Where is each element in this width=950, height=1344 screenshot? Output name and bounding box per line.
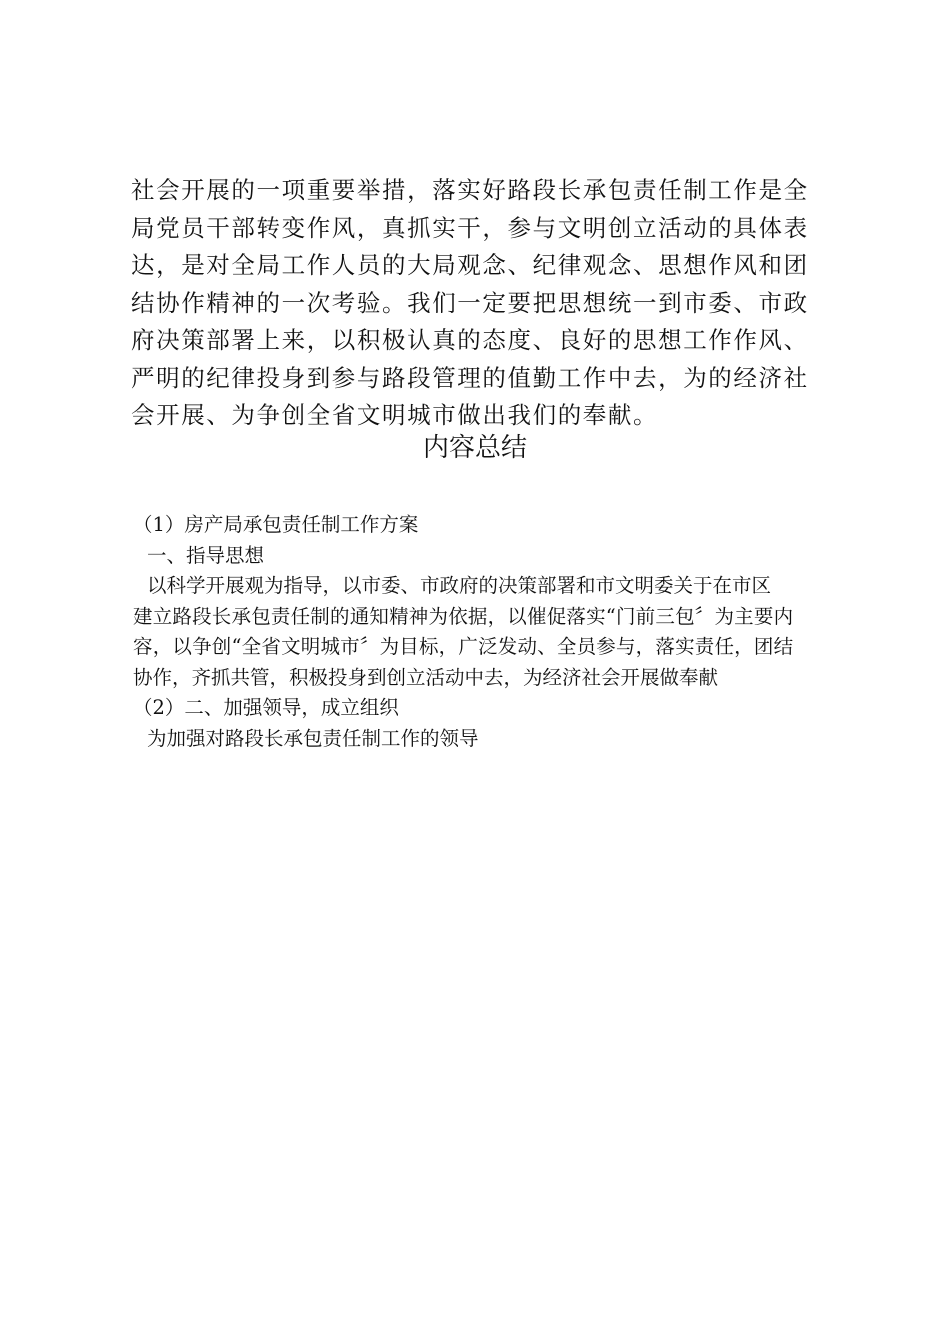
summary-subheading: 一、指导思想 bbox=[147, 543, 265, 567]
summary-text-line: 容，以争创“全省文明城市〞为目标，广泛发动、全员参与，落实责任，团结 bbox=[133, 635, 794, 658]
summary-text-line: 为加强对路段长承包责任制工作的领导 bbox=[147, 726, 479, 750]
summary-heading: 内容总结 bbox=[422, 433, 527, 463]
summary-text-line: 以科学开展观为指导，以市委、市政府的决策部署和市文明委关于在市区 bbox=[147, 574, 772, 597]
summary-item-title: （2）二、加强领导，成立组织 bbox=[133, 696, 399, 719]
paragraph-line: 严明的纪律投身到参与路段管理的值勤工作中去，为的经济社 bbox=[131, 363, 809, 392]
body-paragraph bbox=[131, 172, 825, 435]
summary-text-line: 协作，齐抓共管，积极投身到创立活动中去，为经济社会开展做奉献 bbox=[133, 665, 719, 689]
summary-content bbox=[133, 510, 833, 754]
paragraph-line: 局党员干部转变作风，真抓实干，参与文明创立活动的具体表 bbox=[131, 213, 809, 242]
paragraph-line: 会开展、为争创全省文明城市做出我们的奉献。 bbox=[131, 401, 659, 429]
paragraph-line: 社会开展的一项重要举措，落实好路段长承包责任制工作是全 bbox=[131, 176, 809, 204]
summary-item-title: （1）房产局承包责任制工作方案 bbox=[133, 513, 419, 536]
summary-text-line: 建立路段长承包责任制的通知精神为依据，以催促落实“门前三包〞为主要内 bbox=[133, 604, 794, 628]
paragraph-line: 府决策部署上来，以积极认真的态度、良好的思想工作作风、 bbox=[131, 326, 809, 354]
paragraph-line: 结协作精神的一次考验。我们一定要把思想统一到市委、市政 bbox=[131, 288, 809, 317]
paragraph-line: 达，是对全局工作人员的大局观念、纪律观念、思想作风和团 bbox=[131, 251, 809, 279]
